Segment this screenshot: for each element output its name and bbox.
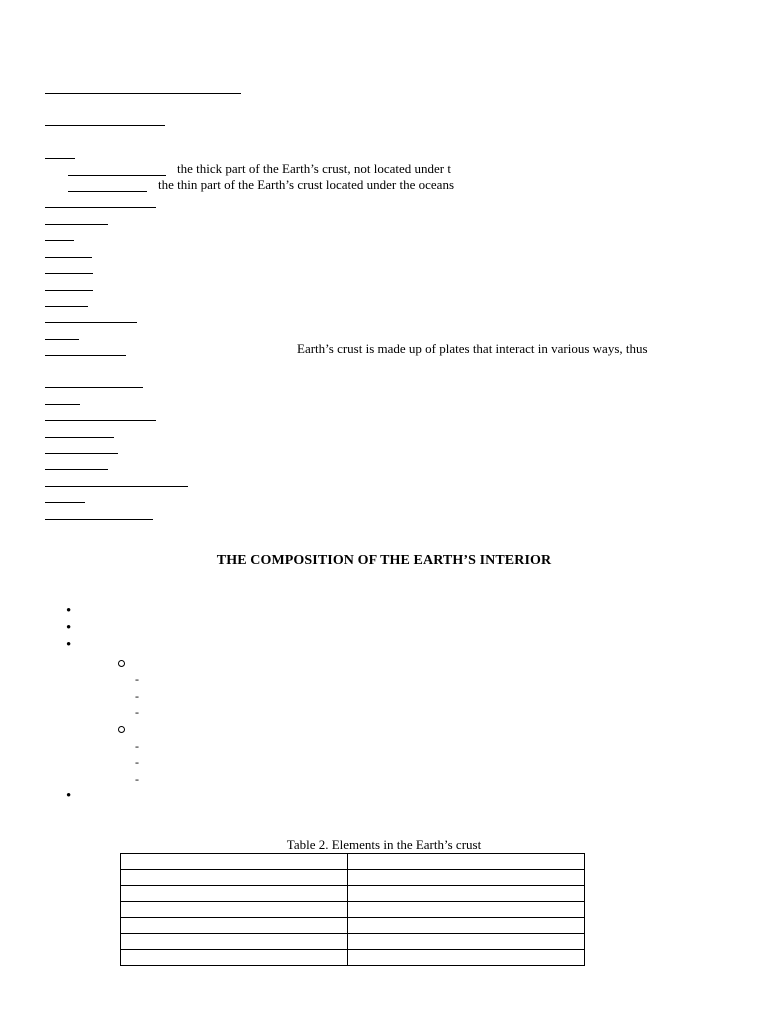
blank-line <box>45 322 137 323</box>
plates-statement: Earth’s crust is made up of plates that interact in various ways, thus <box>297 341 648 356</box>
bullet-point: • <box>66 637 72 653</box>
table-row <box>121 870 585 886</box>
blank-line-oceanic <box>68 191 147 192</box>
table-cell <box>348 950 585 966</box>
dash-marker: - <box>135 672 139 686</box>
blank-line <box>45 437 114 438</box>
blank-line <box>45 240 74 241</box>
table-cell <box>348 918 585 934</box>
blank-line-continental <box>68 175 166 176</box>
table-cell <box>121 886 348 902</box>
blank-line <box>45 158 75 159</box>
dash-marker: - <box>135 755 139 769</box>
blank-line <box>45 339 79 340</box>
blank-line <box>45 93 241 94</box>
blank-line <box>45 290 93 291</box>
blank-line <box>45 257 92 258</box>
table-row <box>121 950 585 966</box>
bullet-point: • <box>66 603 72 619</box>
table-caption: Table 2. Elements in the Earth’s crust <box>286 837 482 852</box>
blank-line <box>45 273 93 274</box>
blank-line <box>45 502 85 503</box>
table-cell <box>121 934 348 950</box>
blank-line <box>45 404 80 405</box>
oceanic-crust-definition: the thin part of the Earth’s crust located under the oceans <box>158 177 455 192</box>
table-row <box>121 918 585 934</box>
table-cell <box>121 854 348 870</box>
table-cell <box>348 854 585 870</box>
blank-line <box>45 224 108 225</box>
table-row <box>121 934 585 950</box>
table-cell <box>348 934 585 950</box>
table-cell <box>121 950 348 966</box>
blank-line <box>45 125 165 126</box>
blank-line <box>45 355 126 356</box>
blank-line <box>45 207 156 208</box>
table-row <box>121 886 585 902</box>
blank-line <box>45 306 88 307</box>
blank-line <box>45 387 143 388</box>
dash-marker: - <box>135 772 139 786</box>
section-title: THE COMPOSITION OF THE EARTH’S INTERIOR <box>216 553 552 568</box>
table-cell <box>348 902 585 918</box>
table-row <box>121 854 585 870</box>
blank-line <box>45 519 153 520</box>
bullet-point: • <box>66 788 72 804</box>
sub-bullet-circle <box>118 660 125 667</box>
table-cell <box>121 902 348 918</box>
table-cell <box>348 870 585 886</box>
dash-marker: - <box>135 689 139 703</box>
continental-crust-definition: the thick part of the Earth’s crust, not located under t <box>177 161 451 176</box>
elements-table <box>120 853 585 966</box>
dash-marker: - <box>135 739 139 753</box>
table-cell <box>121 870 348 886</box>
table-cell <box>121 918 348 934</box>
sub-bullet-circle <box>118 726 125 733</box>
table-row <box>121 902 585 918</box>
blank-line <box>45 486 188 487</box>
blank-line <box>45 420 156 421</box>
bullet-point: • <box>66 620 72 636</box>
table-cell <box>348 886 585 902</box>
dash-marker: - <box>135 705 139 719</box>
blank-line <box>45 469 108 470</box>
blank-line <box>45 453 118 454</box>
